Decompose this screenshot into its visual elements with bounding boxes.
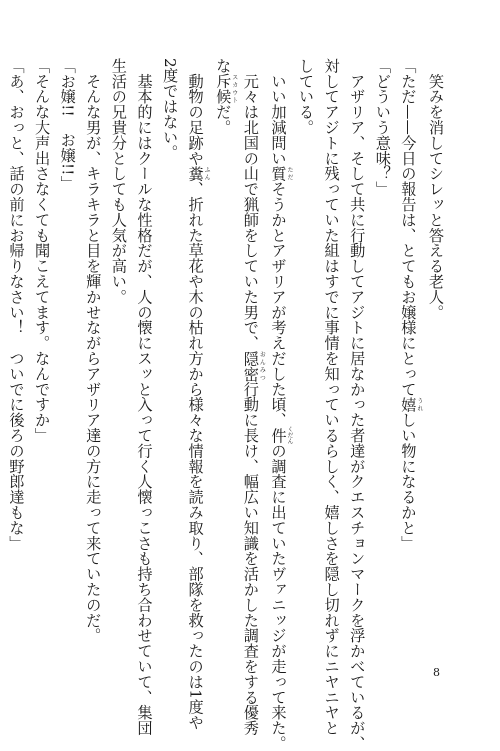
text-run: いい加減問い xyxy=(269,58,288,166)
text-run: している。 xyxy=(297,58,316,135)
text-line xyxy=(344,58,370,751)
ruby-word: 斥候スカウト xyxy=(214,73,238,105)
text-line xyxy=(80,58,106,644)
text-run: 、折れた草花や木の枯れ方から様々な情報を読み取り、部隊を救ったのは1度や xyxy=(186,181,205,731)
text-run: 「どういう意味？」 xyxy=(373,58,392,197)
text-line xyxy=(182,58,211,731)
ruby-word: 嬉うれ xyxy=(399,396,423,413)
text-run: しい物になるかと」 xyxy=(399,412,418,551)
text-line xyxy=(422,58,448,616)
text-line xyxy=(318,58,344,736)
text-run: の調査に出ていたヴァニッジが走って来た。 xyxy=(269,443,288,751)
ruby-word: 隠密おんみつ xyxy=(241,350,266,382)
text-run: 笑みを消してシレッと答える老人。 xyxy=(427,58,445,320)
text-run: アザリア、そして共に行動してアジトに居なかった者達がクエスチョンマークを浮かべているが、 xyxy=(348,58,367,751)
text-run: 動物の足跡や xyxy=(186,58,205,166)
text-line xyxy=(395,58,423,616)
page-number: 8 xyxy=(433,666,440,679)
text-line xyxy=(265,58,293,751)
text-line xyxy=(131,58,157,736)
text-run: 2度ではない。 xyxy=(161,58,180,161)
text-run: 「お嬢!! お嬢!!」 xyxy=(58,58,77,192)
text-run: そうかとアザリアが考えだした頃、 xyxy=(269,181,288,428)
text-line xyxy=(3,58,29,616)
text-run: 生活の兄貴分としても人気が高い。 xyxy=(109,58,128,305)
text-run: だ。 xyxy=(214,104,233,136)
text-line xyxy=(292,58,318,616)
text-run: そんな男が、キラキラと目を輝かせながらアザリア達の方に走って来ていたのだ。 xyxy=(84,58,103,644)
text-line xyxy=(0,58,3,616)
text-run: 行動に長け、幅広い知識を活かした調査をする優秀 xyxy=(241,381,260,736)
ruby-word: 糞ふん xyxy=(186,165,211,182)
text-run: 「ただ——今日の報告は、とてもお嬢様にとって xyxy=(399,58,418,397)
ruby-word: 件くだん xyxy=(269,426,293,445)
vertical-body-text xyxy=(7,58,448,751)
text-line xyxy=(369,58,395,616)
text-line xyxy=(54,58,80,616)
text-run: 対してアジトに残っていた組はすでに事情を知っているらしく、嬉しさを隠し切れずにニヤニヤと xyxy=(322,58,341,736)
text-line xyxy=(105,58,131,616)
text-line xyxy=(156,58,182,616)
text-run: 元々は北国の山で猟師をしていた男で、 xyxy=(241,58,260,351)
text-run: 基本的にはクールな性格だが、人の懐にスッと入って行く人懐っこさも持ち合わせていて、集団 xyxy=(135,58,154,736)
ruby-word: 質ただ xyxy=(269,165,293,182)
text-run: 「そんな大声出さなくても聞こえてます。なんですか」 xyxy=(33,58,52,443)
text-line xyxy=(210,58,238,616)
text-line xyxy=(29,58,55,616)
text-line xyxy=(237,58,266,736)
text-run: 「あ、おっと、話の前にお帰りなさい！ ついでに後ろの野郎達もな」 xyxy=(7,58,26,551)
text-run: な xyxy=(214,58,233,74)
